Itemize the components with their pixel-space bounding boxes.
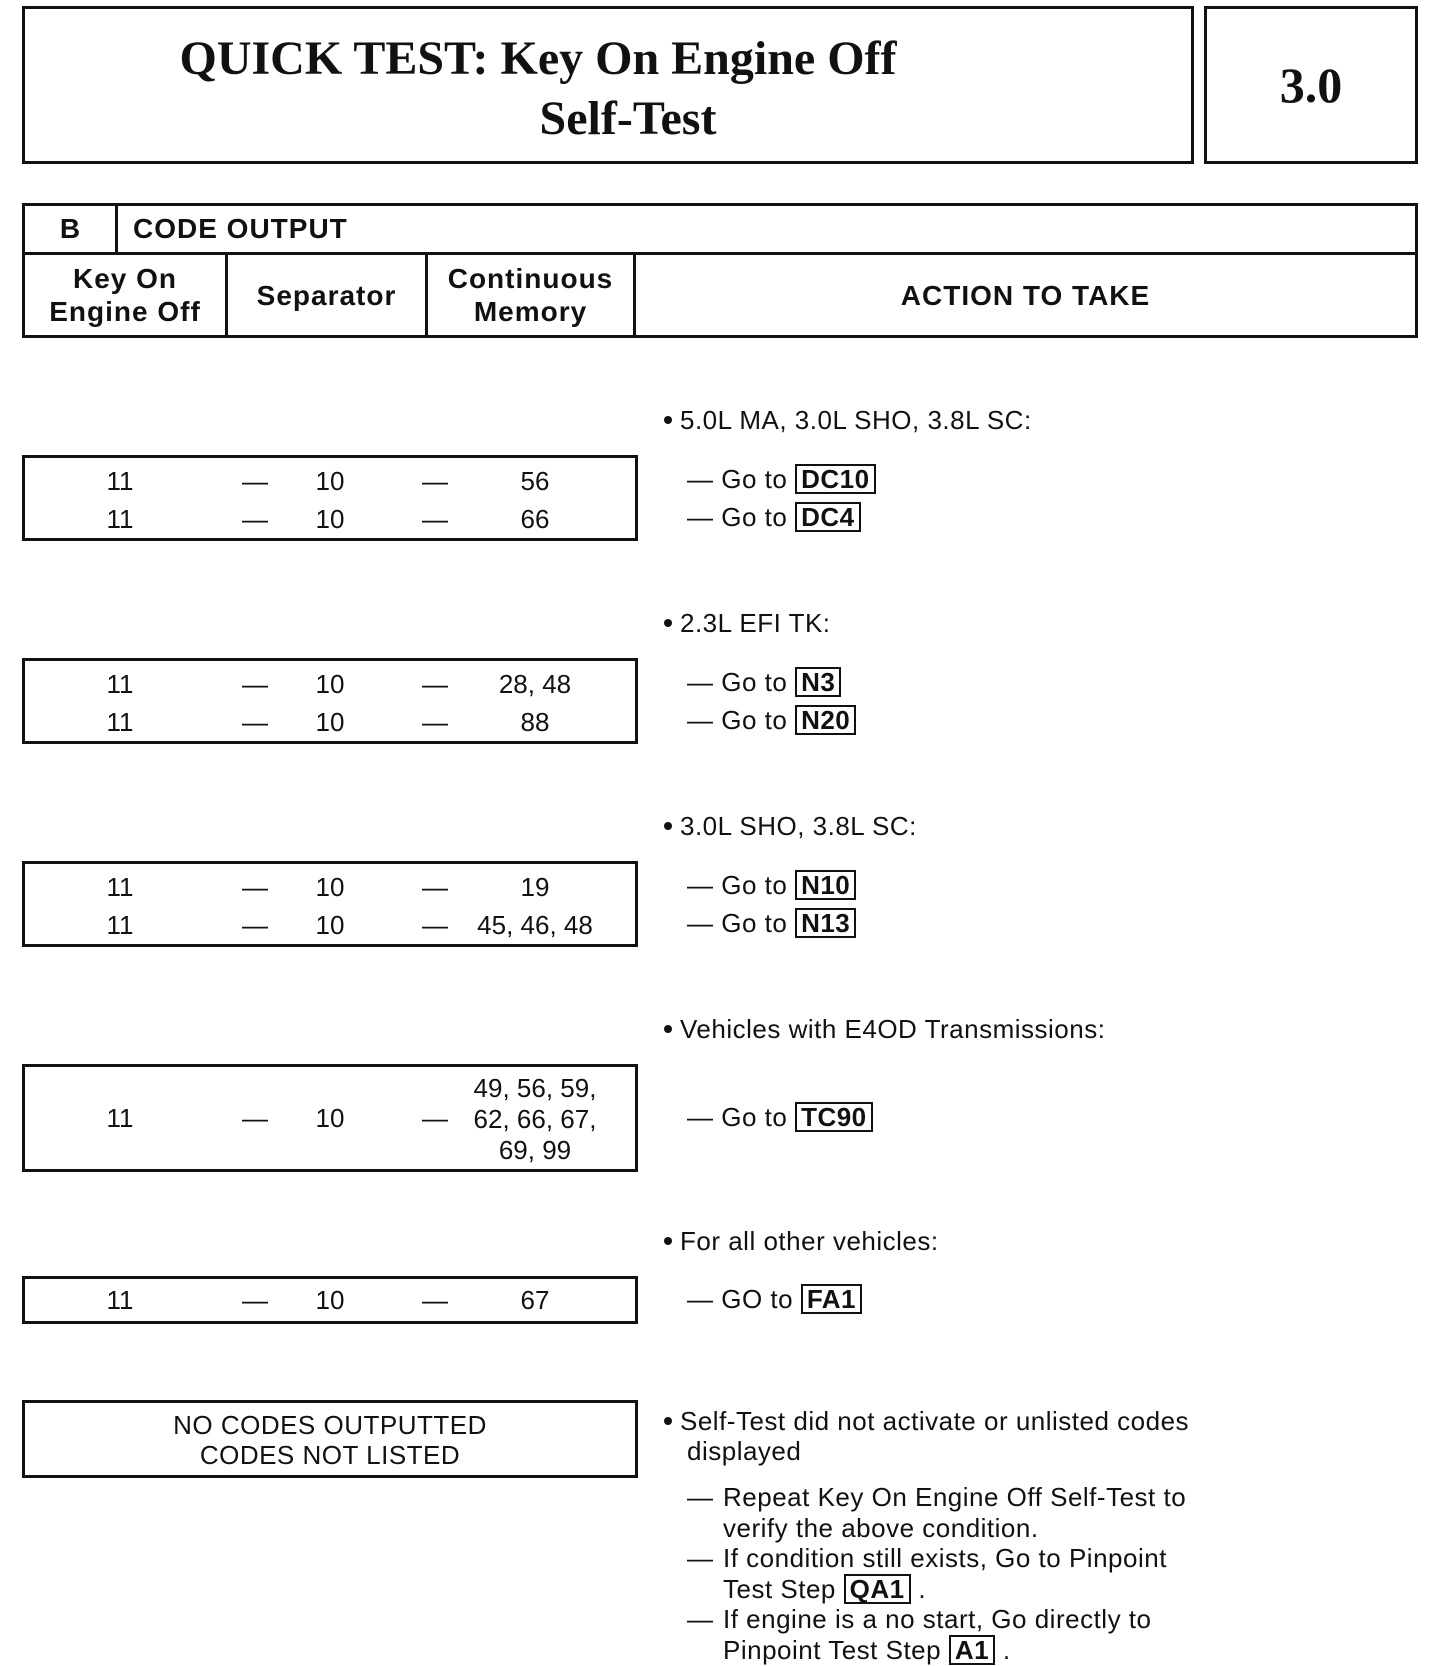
ref-link[interactable]: N13	[795, 908, 856, 938]
separator-code: 10	[315, 466, 345, 496]
dash: —	[687, 1102, 714, 1132]
dash: —	[687, 502, 714, 532]
separator-code: 10	[315, 669, 345, 699]
dash: —	[687, 667, 714, 697]
bullet-dot-icon	[664, 1025, 672, 1033]
code-group-box	[22, 1064, 638, 1172]
condition-bullet	[664, 607, 831, 639]
action-text: Go to	[721, 1102, 788, 1132]
action-text: Go to	[721, 908, 788, 938]
instruction-line: Test Step	[723, 1574, 836, 1604]
code-row	[25, 665, 635, 703]
condition-text: 3.0L SHO, 3.8L SC:	[680, 811, 917, 841]
dash: —	[242, 504, 268, 534]
koeo-code: 11	[106, 669, 134, 699]
koeo-code: 11	[106, 504, 134, 534]
ref-link[interactable]: FA1	[801, 1284, 862, 1314]
page-title	[25, 29, 1191, 149]
memory-codes: 45, 46, 48	[477, 910, 593, 940]
koeo-code: 11	[106, 1103, 134, 1133]
ref-link[interactable]: DC10	[795, 464, 875, 494]
condition-text: 2.3L EFI TK:	[680, 608, 831, 638]
memory-codes	[435, 1073, 635, 1166]
dash: —	[687, 464, 714, 494]
dash: —	[687, 705, 714, 735]
condition-text: 5.0L MA, 3.0L SHO, 3.8L SC:	[680, 405, 1032, 435]
code-table-header	[22, 203, 1418, 338]
dash: —	[687, 1543, 714, 1573]
separator-code: 10	[315, 707, 345, 737]
memory-codes: 28, 48	[498, 669, 572, 699]
condition-text: Self-Test did not activate or unlisted codes	[680, 1406, 1190, 1436]
dash: —	[422, 707, 448, 737]
condition-text-continued: displayed	[687, 1436, 802, 1466]
ref-link[interactable]: DC4	[795, 502, 861, 532]
bullet-dot-icon	[664, 1237, 672, 1245]
dash: —	[422, 1103, 448, 1133]
code-row	[25, 868, 635, 906]
condition-bullet	[664, 810, 917, 842]
dash: —	[422, 466, 448, 496]
column-header-koeo-line1: Key On	[72, 263, 177, 294]
no-codes-box	[22, 1400, 638, 1478]
code-row	[25, 500, 635, 538]
column-header-koeo	[25, 255, 228, 335]
action-goto	[687, 905, 856, 941]
column-header-memory	[428, 255, 636, 335]
dash: —	[687, 1604, 714, 1634]
condition-bullet	[664, 1405, 1189, 1437]
column-header-separator: Separator	[228, 255, 428, 335]
dash: —	[422, 1285, 448, 1315]
code-group-box	[22, 658, 638, 744]
koeo-code: 11	[106, 1285, 134, 1315]
column-header-memory-line1: Continuous	[447, 263, 614, 294]
condition-text: For all other vehicles:	[680, 1226, 939, 1256]
action-goto	[687, 461, 876, 497]
koeo-code: 11	[106, 707, 134, 737]
dash: —	[242, 910, 268, 940]
action-text: Go to	[721, 705, 788, 735]
memory-codes: 67	[520, 1285, 550, 1315]
condition-bullet	[664, 404, 1032, 436]
memory-codes-line: 62, 66, 67,	[473, 1104, 597, 1134]
action-text: GO to	[721, 1284, 794, 1314]
action-text: Go to	[721, 667, 788, 697]
dash: —	[242, 669, 268, 699]
ref-link[interactable]: A1	[949, 1635, 995, 1665]
instruction-line: Repeat Key On Engine Off Self-Test to	[723, 1482, 1187, 1512]
step-letter: B	[25, 206, 118, 252]
title-line-1: QUICK TEST: Key On Engine Off	[179, 32, 897, 85]
condition-text: Vehicles with E4OD Transmissions:	[680, 1014, 1106, 1044]
dash: —	[687, 1482, 714, 1512]
koeo-code: 11	[106, 872, 134, 902]
dash: —	[422, 504, 448, 534]
bullet-dot-icon	[664, 619, 672, 627]
column-header-action: ACTION TO TAKE	[900, 279, 1151, 311]
condition-bullet	[664, 1225, 939, 1257]
memory-codes-line: 49, 56, 59,	[473, 1073, 597, 1103]
koeo-code: 11	[106, 466, 134, 496]
dash: —	[242, 707, 268, 737]
dash: —	[422, 910, 448, 940]
instruction-line: If condition still exists, Go to Pinpoint	[723, 1543, 1167, 1573]
column-header-koeo-line2: Engine Off	[49, 296, 201, 327]
dash: —	[422, 872, 448, 902]
title-line-2: Self-Test	[539, 92, 717, 145]
koeo-code: 11	[106, 910, 134, 940]
section-number: 3.0	[1204, 6, 1418, 164]
dash: —	[242, 1285, 268, 1315]
ref-link[interactable]: N3	[795, 667, 841, 697]
separator-code: 10	[315, 1103, 345, 1133]
bullet-dot-icon	[664, 1417, 672, 1425]
action-goto	[687, 1281, 862, 1317]
ref-link[interactable]: TC90	[795, 1102, 873, 1132]
code-row	[25, 462, 635, 500]
separator-code: 10	[315, 1285, 345, 1315]
instruction-line: verify the above condition.	[723, 1513, 1039, 1543]
action-goto	[687, 867, 856, 903]
step-row	[25, 206, 1415, 255]
memory-codes: 19	[520, 872, 550, 902]
ref-link[interactable]: N20	[795, 705, 856, 735]
column-header-memory-line2: Memory	[473, 296, 588, 327]
memory-codes: 88	[520, 707, 550, 737]
title-box	[22, 6, 1194, 164]
bullet-dot-icon	[664, 416, 672, 424]
dash: —	[687, 870, 714, 900]
ref-link[interactable]: QA1	[844, 1574, 911, 1604]
dash: —	[242, 1103, 268, 1133]
memory-codes: 66	[520, 504, 550, 534]
dash: —	[242, 872, 268, 902]
memory-codes-line: 69, 99	[498, 1135, 572, 1165]
no-codes-line1: NO CODES OUTPUTTED	[173, 1410, 487, 1440]
no-codes-line2: CODES NOT LISTED	[199, 1440, 461, 1470]
separator-code: 10	[315, 910, 345, 940]
dash: —	[242, 466, 268, 496]
code-row	[25, 703, 635, 741]
code-row	[25, 906, 635, 944]
action-goto	[687, 1099, 873, 1135]
separator-code: 10	[315, 504, 345, 534]
action-text: Go to	[721, 464, 788, 494]
action-goto	[687, 664, 841, 700]
condition-bullet	[664, 1013, 1105, 1045]
separator-code: 10	[315, 872, 345, 902]
action-goto	[687, 702, 856, 738]
step-title: CODE OUTPUT	[133, 213, 348, 244]
action-goto	[687, 499, 861, 535]
dash: —	[422, 669, 448, 699]
dash: —	[687, 908, 714, 938]
action-text: Go to	[721, 870, 788, 900]
code-group-box	[22, 455, 638, 541]
code-group-box	[22, 861, 638, 947]
dash: —	[687, 1284, 714, 1314]
instruction-line: If engine is a no start, Go directly to	[723, 1604, 1152, 1634]
code-group-box	[22, 1276, 638, 1324]
bullet-dot-icon	[664, 822, 672, 830]
instruction-line: Pinpoint Test Step	[723, 1635, 942, 1665]
ref-link[interactable]: N10	[795, 870, 856, 900]
memory-codes: 56	[520, 466, 550, 496]
code-row	[25, 1281, 635, 1319]
action-text: Go to	[721, 502, 788, 532]
